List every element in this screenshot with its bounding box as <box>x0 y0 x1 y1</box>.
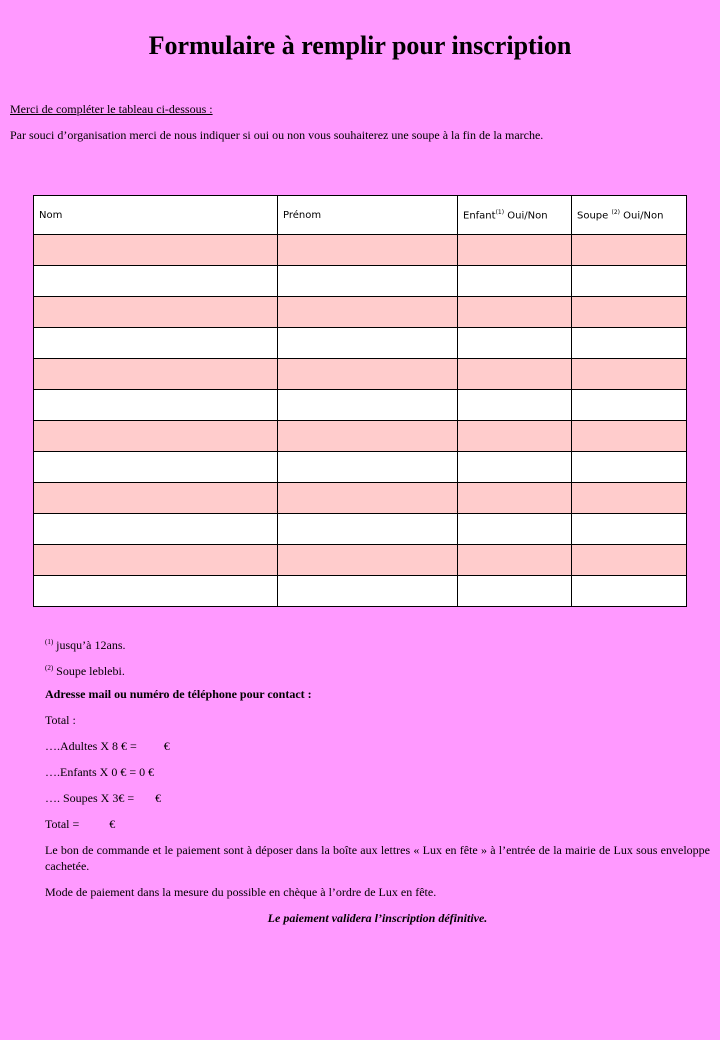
registration-table <box>33 195 687 607</box>
cell-soupe[interactable] <box>572 235 687 266</box>
header-enfant-label: Enfant <box>463 210 496 222</box>
cell-soupe[interactable] <box>572 514 687 545</box>
header-enfant-suffix: Oui/Non <box>504 210 548 222</box>
enfants-line: ….Enfants X 0 € = 0 € <box>45 765 155 779</box>
cell-prenom[interactable] <box>278 390 458 421</box>
header-soupe-label: Soupe <box>577 210 612 222</box>
table-row <box>34 483 687 514</box>
cell-prenom[interactable] <box>278 297 458 328</box>
header-soupe <box>572 196 687 235</box>
footnote-2-text: Soupe leblebi. <box>53 664 125 678</box>
cell-nom[interactable] <box>34 545 278 576</box>
cell-prenom[interactable] <box>278 235 458 266</box>
table-header-row <box>34 196 687 235</box>
cell-prenom[interactable] <box>278 266 458 297</box>
cell-nom[interactable] <box>34 421 278 452</box>
table-row <box>34 235 687 266</box>
intro-instruction: Merci de compléter le tableau ci-dessous : <box>10 102 213 116</box>
table-row <box>34 514 687 545</box>
final-statement: Le paiement validera l’inscription définitive. <box>267 911 488 925</box>
footnote-1 <box>45 634 710 653</box>
table-body <box>34 235 687 607</box>
table-row <box>34 390 687 421</box>
cell-enfant[interactable] <box>458 452 572 483</box>
cell-enfant[interactable] <box>458 297 572 328</box>
table-row <box>34 359 687 390</box>
cell-nom[interactable] <box>34 514 278 545</box>
cell-enfant[interactable] <box>458 266 572 297</box>
cell-nom[interactable] <box>34 452 278 483</box>
table-row <box>34 328 687 359</box>
cell-soupe[interactable] <box>572 297 687 328</box>
cell-prenom[interactable] <box>278 576 458 607</box>
cell-enfant[interactable] <box>458 545 572 576</box>
cell-prenom[interactable] <box>278 452 458 483</box>
depot-instructions: Le bon de commande et le paiement sont à déposer dans la boîte aux lettres « Lux en fête » à l’entrée de la mairie de Lux sous enveloppe cachetée. <box>45 843 710 873</box>
intro-soup-note: Par souci d’organisation merci de nous indiquer si oui ou non vous souhaiterez une soupe à la fin de la marche. <box>10 128 544 142</box>
cell-nom[interactable] <box>34 297 278 328</box>
footnote-2 <box>45 660 710 679</box>
cell-soupe[interactable] <box>572 452 687 483</box>
cell-enfant[interactable] <box>458 390 572 421</box>
footnote-2-sup: (2) <box>45 664 54 672</box>
cell-prenom[interactable] <box>278 483 458 514</box>
page-title: Formulaire à remplir pour inscription <box>148 31 572 60</box>
cell-enfant[interactable] <box>458 576 572 607</box>
header-soupe-suffix: Oui/Non <box>619 210 664 222</box>
cell-prenom[interactable] <box>278 421 458 452</box>
cell-soupe[interactable] <box>572 576 687 607</box>
cell-nom[interactable] <box>34 235 278 266</box>
payment-mode: Mode de paiement dans la mesure du possible en chèque à l’ordre de Lux en fête. <box>45 885 437 899</box>
cell-soupe[interactable] <box>572 359 687 390</box>
cell-nom[interactable] <box>34 483 278 514</box>
table-row <box>34 297 687 328</box>
cell-prenom[interactable] <box>278 328 458 359</box>
soupes-line: …. Soupes X 3€ = € <box>45 791 162 805</box>
header-enfant-sup: (1) <box>495 208 505 216</box>
cell-soupe[interactable] <box>572 483 687 514</box>
footnote-1-sup: (1) <box>45 638 54 646</box>
table-row <box>34 452 687 483</box>
header-enfant <box>458 196 572 235</box>
cell-nom[interactable] <box>34 266 278 297</box>
cell-enfant[interactable] <box>458 235 572 266</box>
adultes-line: ….Adultes X 8 € = € <box>45 739 170 753</box>
table-row <box>34 545 687 576</box>
cell-prenom[interactable] <box>278 514 458 545</box>
contact-label: Adresse mail ou numéro de téléphone pour contact : <box>45 687 312 701</box>
cell-nom[interactable] <box>34 390 278 421</box>
cell-enfant[interactable] <box>458 514 572 545</box>
cell-nom[interactable] <box>34 576 278 607</box>
cell-soupe[interactable] <box>572 421 687 452</box>
header-nom: Nom <box>34 196 278 235</box>
total-heading: Total : <box>45 713 76 727</box>
cell-soupe[interactable] <box>572 545 687 576</box>
cell-nom[interactable] <box>34 359 278 390</box>
cell-soupe[interactable] <box>572 328 687 359</box>
table-row <box>34 576 687 607</box>
footnote-1-text: jusqu’à 12ans. <box>53 638 126 652</box>
header-prenom: Prénom <box>278 196 458 235</box>
cell-nom[interactable] <box>34 328 278 359</box>
table-row <box>34 266 687 297</box>
cell-enfant[interactable] <box>458 328 572 359</box>
cell-enfant[interactable] <box>458 359 572 390</box>
cell-prenom[interactable] <box>278 545 458 576</box>
total-line: Total = € <box>45 817 116 831</box>
table-row <box>34 421 687 452</box>
cell-enfant[interactable] <box>458 483 572 514</box>
cell-soupe[interactable] <box>572 390 687 421</box>
header-soupe-sup: (2) <box>611 208 620 216</box>
cell-soupe[interactable] <box>572 266 687 297</box>
cell-prenom[interactable] <box>278 359 458 390</box>
cell-enfant[interactable] <box>458 421 572 452</box>
